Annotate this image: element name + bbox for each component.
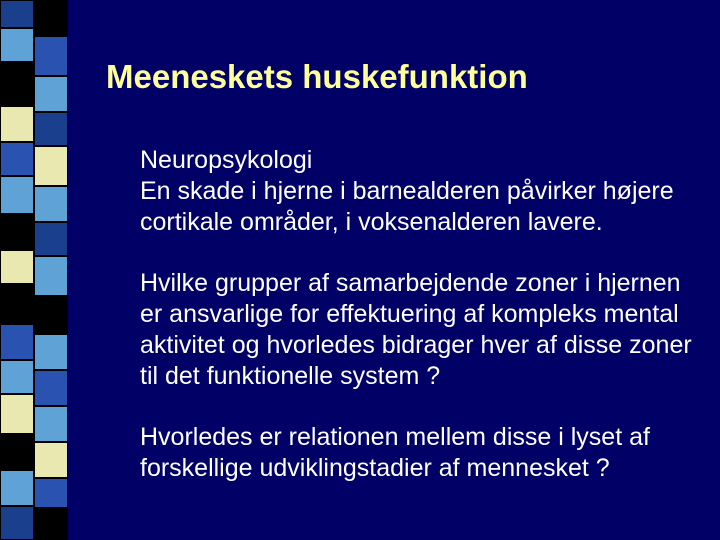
paragraph-zones-question xyxy=(140,268,720,392)
body-line: Hvorledes er relationen mellem disse i lyset af xyxy=(140,423,650,451)
body-line: er ansvarlige for effektuering af kompleks mental xyxy=(140,300,679,328)
paragraph-neuropsychology xyxy=(140,145,720,238)
body-line: cortikale områder, i voksenalderen lavere. xyxy=(140,208,603,236)
body-line: Neuropsykologi xyxy=(140,146,313,174)
body-line: aktivitet og hvorledes bidrager hver af disse zoner xyxy=(140,331,692,359)
slide-body xyxy=(140,145,720,514)
body-line: Hvilke grupper af samarbejdende zoner i hjernen xyxy=(140,269,681,297)
body-line: En skade i hjerne i barnealderen påvirker højere xyxy=(140,177,674,205)
body-line: til det funktionelle system ? xyxy=(140,362,441,390)
body-line: forskellige udviklingstadier af mennesket ? xyxy=(140,454,610,482)
paragraph-development-question xyxy=(140,422,720,484)
decorative-stripe-column xyxy=(0,0,86,540)
slide-title: Meeneskets huskefunktion xyxy=(106,58,528,95)
